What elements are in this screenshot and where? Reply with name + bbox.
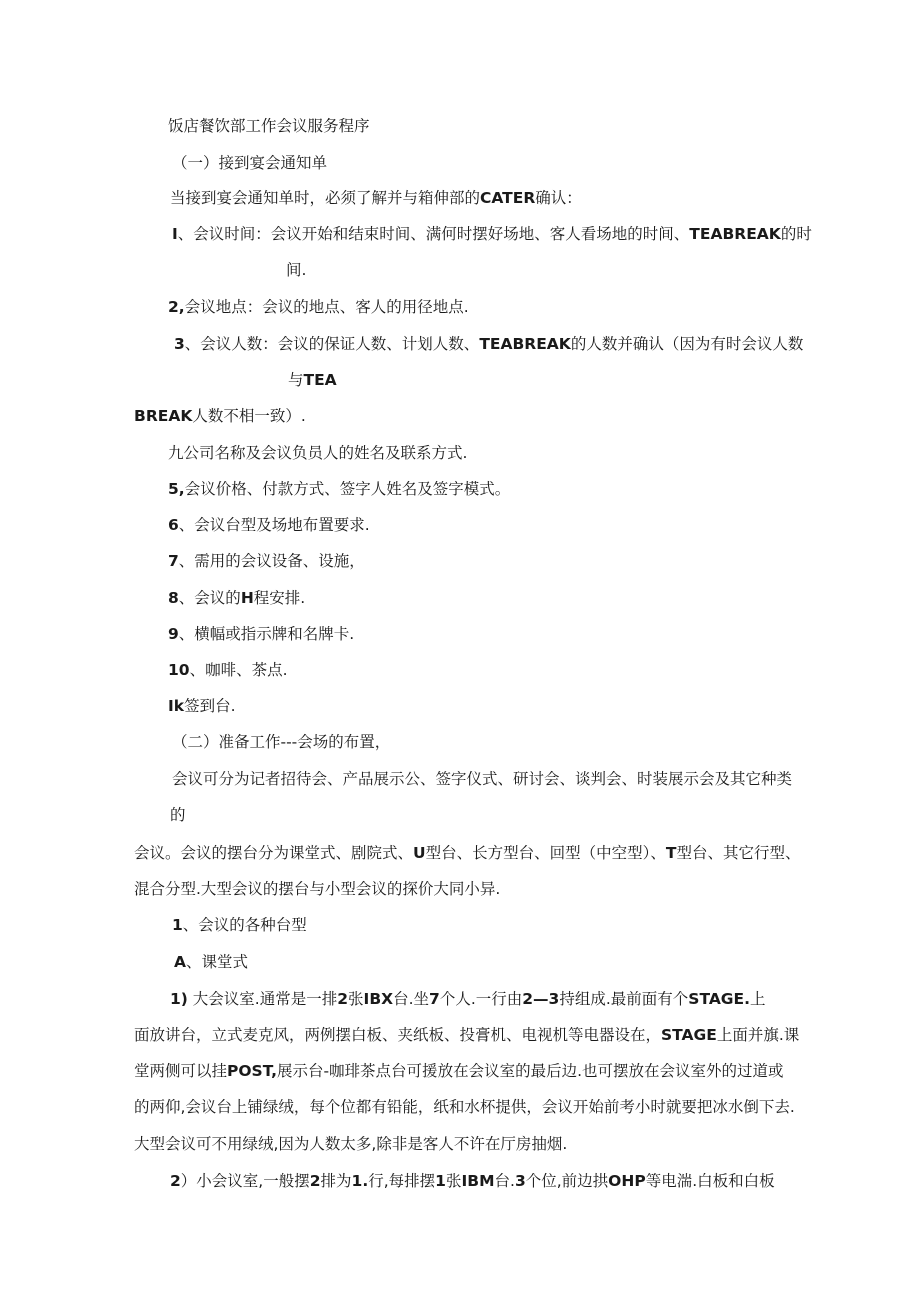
paragraph-line	[134, 1097, 795, 1117]
text-segment: 混合分型.大型会议的摆台与小型会议的探价大同小异.	[134, 880, 501, 898]
text-segment: 、会议时间：会议开始和结束时间、满何时摆好场地、客人看场地的时间、	[177, 225, 690, 243]
text-segment: （二）准备工作---会场的布置，	[172, 733, 391, 751]
bold-text: 5,	[168, 480, 185, 498]
bold-text: 1.	[351, 1172, 369, 1190]
bold-text: 2	[170, 1172, 181, 1190]
bold-text: IBX	[363, 990, 394, 1008]
paragraph-line	[172, 153, 327, 173]
text-segment: 上	[750, 990, 766, 1008]
text-segment: 个人.一行由	[439, 990, 523, 1008]
bold-text: 3	[514, 1172, 526, 1190]
bold-text: H	[240, 589, 254, 607]
bold-text: 2	[337, 990, 349, 1008]
paragraph-line	[168, 479, 510, 499]
text-segment: 、会议的	[178, 589, 241, 607]
paragraph-line	[134, 879, 500, 899]
bold-text: 2—3	[522, 990, 560, 1008]
bold-text: 8	[168, 589, 179, 607]
text-segment: 个位,前边拱	[525, 1172, 609, 1190]
text-segment: 、会议的各种台型	[182, 916, 307, 934]
paragraph-line	[134, 1134, 567, 1154]
text-segment: 九公司名称及会议负员人的姓名及联系方式.	[168, 444, 468, 462]
paragraph-line	[168, 660, 288, 680]
text-segment: 签到台.	[184, 697, 236, 715]
bold-text: 1	[435, 1172, 446, 1190]
bold-text: 7	[429, 990, 440, 1008]
text-segment: ）小会议室,一般摆	[180, 1172, 310, 1190]
text-segment: 会议地点：会议的地点、客人的用径地点.	[184, 298, 469, 316]
paragraph-line	[170, 989, 766, 1009]
text-segment: 、需用的会议设备、设施，	[178, 552, 365, 570]
text-segment: 展示台-咖琲茶点台可援放在会议室的最后边.也可摆放在会议室外的过道或	[276, 1062, 784, 1080]
text-segment: 面放讲台，立式麦克风，两例摆白板、夹纸板、投膏机、电视机等电器设在，	[134, 1026, 662, 1044]
bold-text: STAGE.	[688, 990, 751, 1008]
bold-text: 7	[168, 552, 179, 570]
text-segment: 张	[348, 990, 364, 1008]
paragraph-line	[168, 297, 469, 317]
paragraph-line	[170, 1171, 775, 1191]
text-segment: 、横幅或指示牌和名牌卡.	[178, 625, 355, 643]
bold-text: 1	[172, 916, 183, 934]
text-segment: 堂两侧可以挂	[134, 1062, 228, 1080]
text-segment: 的时	[780, 225, 812, 243]
text-segment: 大型会议可不用绿绒,因为人数太多,除非是客人不许在厅房抽烟.	[134, 1135, 568, 1153]
text-segment: 程安排.	[253, 589, 306, 607]
bold-text: U	[413, 844, 426, 862]
text-segment: 会议价格、付款方式、签字人姓名及签字模式。	[184, 480, 511, 498]
paragraph-line	[172, 915, 307, 935]
paragraph-line	[170, 805, 186, 825]
text-segment: 张	[445, 1172, 462, 1190]
text-segment: 型台、其它行型、	[676, 844, 801, 862]
paragraph-line	[172, 769, 792, 789]
text-segment: 行,每排摆	[368, 1172, 436, 1190]
bold-text: TEA	[303, 371, 337, 389]
bold-text: 2,	[168, 298, 185, 316]
text-segment: 台.	[494, 1172, 515, 1190]
bold-text: STAGE	[661, 1026, 717, 1044]
text-segment: 大会议室.通常是一排	[187, 990, 338, 1008]
bold-text: POST,	[227, 1062, 277, 1080]
bold-text: T	[665, 844, 677, 862]
text-segment: 的人数并确认（因为有时会议人数	[570, 335, 804, 353]
text-segment: 等电湍.白板和白板	[645, 1172, 775, 1190]
paragraph-line	[288, 370, 337, 390]
paragraph-line	[174, 334, 803, 354]
bold-text: TEABREAK	[689, 225, 781, 243]
bold-text: OHP	[608, 1172, 646, 1190]
text-segment: 会议可分为记者招待会、产品展示公、签字仪式、研讨会、谈判会、时装展示会及其它种类	[172, 770, 793, 788]
text-segment: （一）接到宴会通知单	[172, 154, 328, 172]
text-segment: 上面并旗.课	[716, 1026, 800, 1044]
paragraph-line	[134, 843, 800, 863]
paragraph-line	[168, 696, 236, 716]
bold-text: 1)	[170, 990, 188, 1008]
paragraph-line	[286, 260, 306, 280]
text-segment: 、会议台型及场地布置要求.	[178, 516, 370, 534]
paragraph-line	[134, 406, 306, 426]
bold-text: 10	[168, 661, 190, 679]
bold-text: Ik	[168, 697, 185, 715]
paragraph-line	[168, 443, 467, 463]
paragraph-line	[168, 588, 305, 608]
bold-text: A	[174, 953, 186, 971]
bold-text: 2	[309, 1172, 321, 1190]
bold-text: 6	[168, 516, 179, 534]
paragraph-line	[172, 732, 390, 752]
text-segment: 台.坐	[393, 990, 430, 1008]
document-title: 饭店餐饮部工作会议服务程序	[168, 117, 370, 135]
text-segment: 、咖啡、茶点.	[189, 661, 288, 679]
bold-text: TEABREAK	[479, 335, 571, 353]
paragraph-line	[172, 224, 812, 244]
text-segment: 确认：	[535, 189, 582, 207]
text-segment: 会议。会议的摆台分为课堂式、剧院式、	[134, 844, 414, 862]
paragraph-line	[134, 1061, 784, 1081]
bold-text: IBM	[461, 1172, 495, 1190]
bold-text: CATER	[480, 189, 536, 207]
bold-text: I	[172, 225, 178, 243]
text-segment: 的	[170, 806, 186, 824]
text-segment: 排为	[320, 1172, 352, 1190]
text-segment: 的两仰,会议台上铺绿绒，每个位都有铅能，纸和水杯提供，会议开始前考小时就要把冰水倒下去.	[134, 1098, 795, 1116]
text-segment: 、会议人数：会议的保证人数、计划人数、	[184, 335, 480, 353]
paragraph-line	[170, 188, 582, 208]
paragraph-line	[168, 551, 365, 571]
text-segment: 间.	[286, 261, 307, 279]
bold-text: 9	[168, 625, 179, 643]
text-segment: 与	[288, 371, 304, 389]
paragraph-line	[174, 952, 248, 972]
bold-text: 3	[174, 335, 185, 353]
paragraph-line	[168, 515, 370, 535]
text-segment: 型台、长方型台、回型（中空型）、	[425, 844, 666, 862]
text-segment: 当接到宴会通知单时，必须了解并与箱伸部的	[170, 189, 481, 207]
bold-text: BREAK	[134, 407, 193, 425]
text-segment: 持组成.最前面有个	[559, 990, 689, 1008]
paragraph-line	[168, 624, 354, 644]
text-segment: 、课堂式	[186, 953, 249, 971]
paragraph-line	[134, 1025, 799, 1045]
text-segment: 人数不相一致）.	[192, 407, 306, 425]
